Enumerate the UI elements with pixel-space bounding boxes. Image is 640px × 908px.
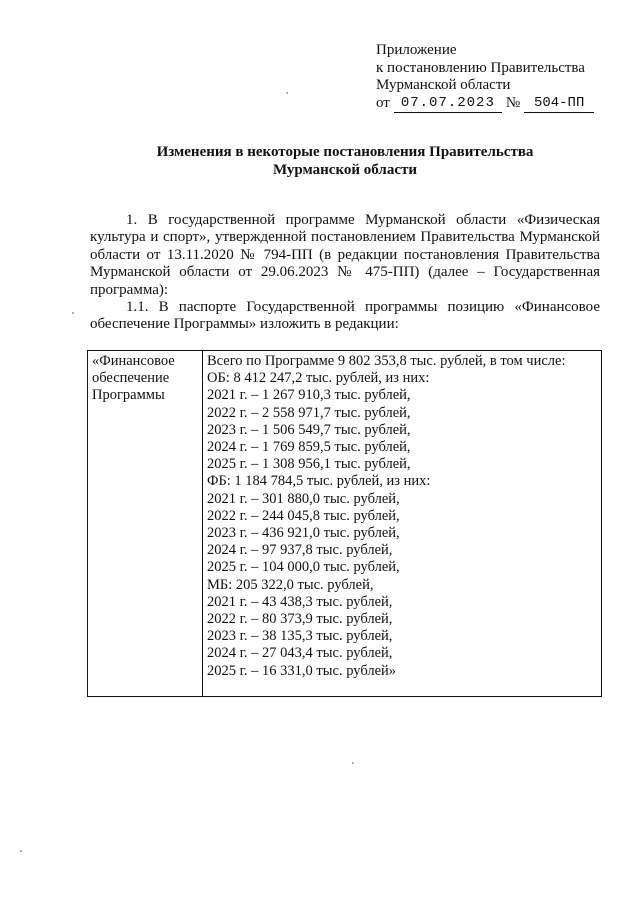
from-label: от [376, 95, 390, 111]
value-line: ФБ: 1 184 784,5 тыс. рублей, из них: [207, 473, 431, 490]
paragraph-1-1: 1.1. В паспорте Государственной программы позицию «Финансовое обеспечение Программы» изложить в редакции: [90, 299, 600, 333]
value-line: 2025 г. – 104 000,0 тыс. рублей, [207, 559, 400, 576]
paragraph-1: 1. В государственной программе Мурманской области «Физическая культура и спорт», утвержденной постановлением Правительства Мурманской области от 13.11.2020 № 794-ПП (в редакции постановления Правительства Мурманской области от 29.06.2023 № 475-ПП) (далее – Государственная программа): [90, 212, 600, 298]
value-line: 2021 г. – 1 267 910,3 тыс. рублей, [207, 387, 411, 404]
label-line: Программы [92, 387, 165, 404]
value-line: МБ: 205 322,0 тыс. рублей, [207, 576, 374, 593]
resolution-date: 07.07.2023 [394, 95, 502, 113]
scan-speck [352, 762, 354, 764]
value-line: 2021 г. – 43 438,3 тыс. рублей, [207, 593, 393, 610]
financing-label-cell [88, 351, 203, 697]
annex-line-3: Мурманской области [376, 77, 511, 93]
financing-value-cell [203, 351, 602, 697]
label-line: обеспечение [92, 370, 170, 387]
value-line: 2021 г. – 301 880,0 тыс. рублей, [207, 490, 400, 507]
value-line: 2024 г. – 1 769 859,5 тыс. рублей, [207, 439, 411, 456]
annex-date-line [376, 95, 616, 113]
value-line: 2023 г. – 1 506 549,7 тыс. рублей, [207, 421, 411, 438]
number-sign: № [505, 95, 521, 111]
value-line: 2023 г. – 38 135,3 тыс. рублей, [207, 628, 393, 645]
scan-speck [286, 92, 288, 94]
value-line: 2022 г. – 80 373,9 тыс. рублей, [207, 611, 393, 628]
title-line-2: Мурманской области [272, 161, 418, 178]
value-line: 2022 г. – 244 045,8 тыс. рублей, [207, 507, 400, 524]
value-line: Всего по Программе 9 802 353,8 тыс. рублей, в том числе: [207, 353, 566, 369]
value-line: ОБ: 8 412 247,2 тыс. рублей, из них: [207, 370, 430, 387]
annex-line-2: к постановлению Правительства [376, 59, 585, 76]
resolution-number: 504-ПП [524, 95, 594, 113]
value-line: 2024 г. – 27 043,4 тыс. рублей, [207, 645, 393, 662]
label-line: «Финансовое [92, 353, 175, 369]
title-line-1: Изменения в некоторые постановления Правительства [156, 144, 534, 160]
value-line: 2025 г. – 16 331,0 тыс. рублей» [207, 662, 397, 679]
financing-table [87, 350, 602, 697]
annex-line-1: Приложение [376, 42, 457, 58]
value-line: 2022 г. – 2 558 971,7 тыс. рублей, [207, 404, 411, 421]
value-line: 2024 г. – 97 937,8 тыс. рублей, [207, 542, 393, 559]
value-line: 2025 г. – 1 308 956,1 тыс. рублей, [207, 456, 411, 473]
value-line: 2023 г. – 436 921,0 тыс. рублей, [207, 525, 400, 542]
table-row [88, 351, 602, 697]
scan-speck [72, 312, 74, 314]
document-body [90, 212, 600, 334]
scan-speck [20, 850, 22, 852]
annex-header [376, 42, 616, 113]
document-title [70, 144, 620, 179]
